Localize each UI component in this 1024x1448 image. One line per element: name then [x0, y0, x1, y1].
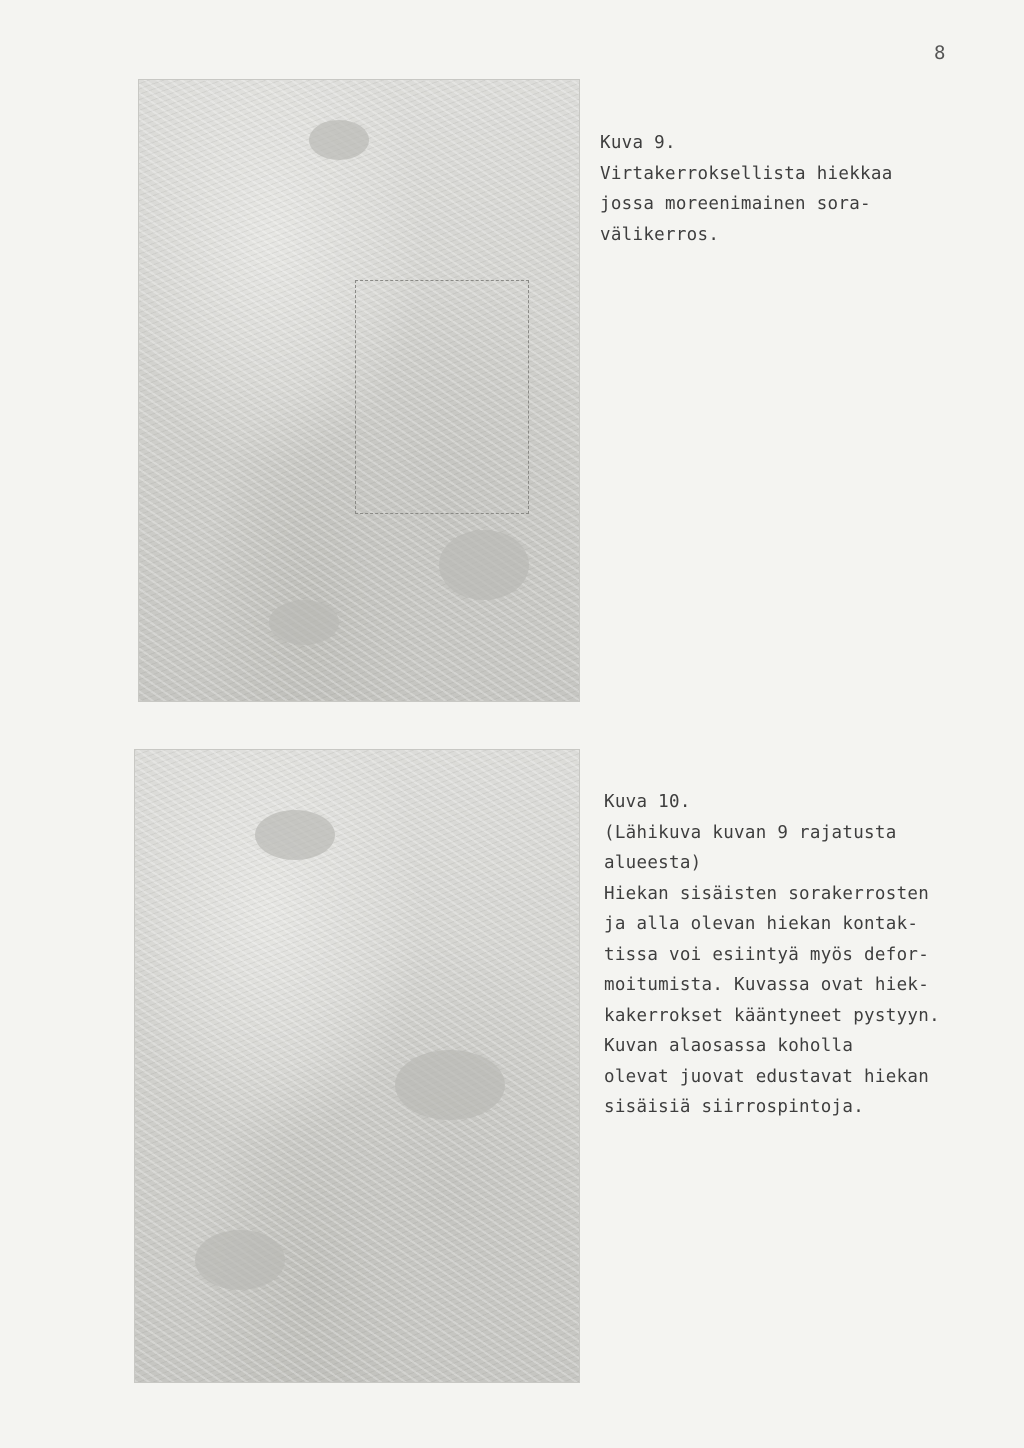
figure-10-caption	[604, 787, 940, 1123]
caption-line: sisäisiä siirrospintoja.	[604, 1097, 865, 1117]
figure-9-photo	[138, 79, 580, 702]
caption-line: olevat juovat edustavat hiekan	[604, 1066, 930, 1087]
caption-line: ja alla olevan hiekan kontak-	[604, 914, 919, 934]
photo-texture-stone	[195, 1230, 285, 1290]
caption-line: Kuvan alaosassa koholla	[604, 1036, 854, 1056]
caption-line: kakerrokset kääntyneet pystyyn.	[604, 1005, 940, 1026]
caption-line: alueesta)	[604, 853, 702, 873]
figure-10-photo	[134, 749, 580, 1383]
caption-line: Virtakerroksellista hiekkaa	[600, 163, 893, 184]
photo-texture-stone	[255, 810, 335, 860]
caption-line: Kuva 10.	[604, 792, 691, 812]
page-number: 8	[934, 42, 946, 64]
caption-line: välikerros.	[600, 224, 720, 245]
figure-9-caption	[600, 128, 893, 250]
caption-line: Kuva 9.	[600, 133, 676, 153]
caption-line: (Lähikuva kuvan 9 rajatusta	[604, 822, 897, 843]
photo-texture-stone	[395, 1050, 505, 1120]
caption-line: tissa voi esiintyä myös defor-	[604, 944, 930, 965]
photo-texture-stone	[309, 120, 369, 160]
caption-line: jossa moreenimainen sora-	[600, 194, 871, 214]
crop-outline	[355, 280, 529, 514]
caption-line: Hiekan sisäisten sorakerrosten	[604, 883, 930, 904]
caption-line: moitumista. Kuvassa ovat hiek-	[604, 975, 930, 995]
photo-texture-stone	[269, 600, 339, 645]
photo-texture-stone	[439, 530, 529, 600]
